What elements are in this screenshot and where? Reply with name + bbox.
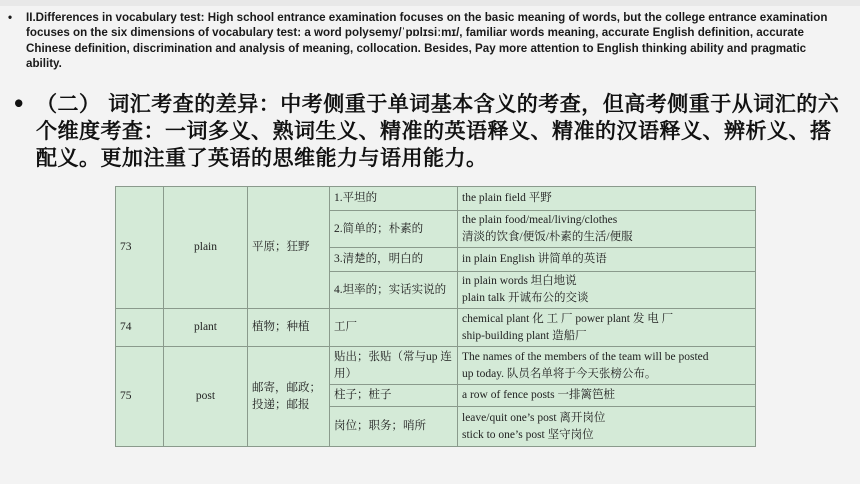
example-cell: [458, 248, 756, 272]
headword: plant: [164, 309, 248, 347]
example-line: The names of the members of the team will be posted: [462, 350, 709, 363]
word-number: 74: [116, 309, 164, 347]
example-cell: [458, 347, 756, 385]
sense-cell: 1.平坦的: [330, 187, 458, 211]
example-cell: [458, 187, 756, 211]
basic-meaning: 植物；种植: [248, 309, 330, 347]
example-cell: [458, 385, 756, 407]
table-row: [116, 187, 756, 211]
basic-meaning: 邮寄，邮政；投递；邮报: [248, 347, 330, 447]
sense-cell: 岗位；职务；哨所: [330, 407, 458, 447]
sense-cell: 2.简单的；朴素的: [330, 211, 458, 248]
bullet-dot: •: [12, 91, 26, 116]
example-line: up today. 队员名单将于今天张榜公布。: [462, 367, 657, 380]
example-line: in plain English 讲简单的英语: [462, 253, 607, 265]
bullet-dot: •: [8, 11, 13, 24]
example-line: chemical plant 化 工 厂 power plant 发 电 厂: [462, 312, 674, 325]
example-line: 清淡的饮食/便饭/朴素的生活/便服: [462, 231, 633, 243]
example-line: leave/quit one’s post 离开岗位: [462, 411, 606, 424]
table-cut-off-edge: [115, 470, 755, 484]
example-line: a row of fence posts 一排篱笆桩: [462, 389, 615, 401]
headword: plain: [164, 187, 248, 309]
english-bullet-text: II.Differences in vocabulary test: High school entrance examination focuses on the basic meaning of words, but the college entrance examination focuses on the six dimensions of vocabulary test: a word polysemy/ˈpɒlɪsiːmɪ/, familiar words meaning, accurate English definition, accurate Chinese definition, discrimination and analysis of meaning, collocation. Besides, Pay more attention to English thinking ability and pragmatic ability.: [26, 11, 828, 71]
word-number: 75: [116, 347, 164, 447]
sense-cell: 4.坦率的；实话实说的: [330, 272, 458, 309]
sense-cell: 贴出；张贴（常与up 连用）: [330, 347, 458, 385]
example-line: stick to one’s post 坚守岗位: [462, 428, 594, 441]
example-cell: [458, 309, 756, 347]
chinese-bullet: [12, 90, 842, 171]
example-cell: [458, 407, 756, 447]
headword: post: [164, 347, 248, 447]
vocabulary-table: [115, 186, 756, 447]
english-bullet: [8, 10, 838, 72]
example-line: in plain words 坦白地说: [462, 275, 577, 287]
example-line: the plain field 平野: [462, 192, 552, 204]
table-row: [116, 347, 756, 385]
table-row: [116, 309, 756, 347]
sense-cell: 柱子；桩子: [330, 385, 458, 407]
sense-cell: 3.清楚的，明白的: [330, 248, 458, 272]
example-line: ship-building plant 造船厂: [462, 329, 587, 342]
word-number: 73: [116, 187, 164, 309]
sense-cell: 工厂: [330, 309, 458, 347]
slide-top-edge: [0, 0, 860, 6]
example-cell: [458, 272, 756, 309]
example-cell: [458, 211, 756, 248]
basic-meaning: 平原；狂野: [248, 187, 330, 309]
chinese-bullet-text: （二） 词汇考查的差异：中考侧重于单词基本含义的考查，但高考侧重于从词汇的六个维度考查：一词多义、熟词生义、精准的英语释义、精准的汉语释义、辨析义、搭配义。更加注重了英语的思维能力与语用能力。: [36, 91, 840, 170]
example-line: plain talk 开诚布公的交谈: [462, 292, 589, 304]
example-line: the plain food/meal/living/clothes: [462, 214, 618, 226]
